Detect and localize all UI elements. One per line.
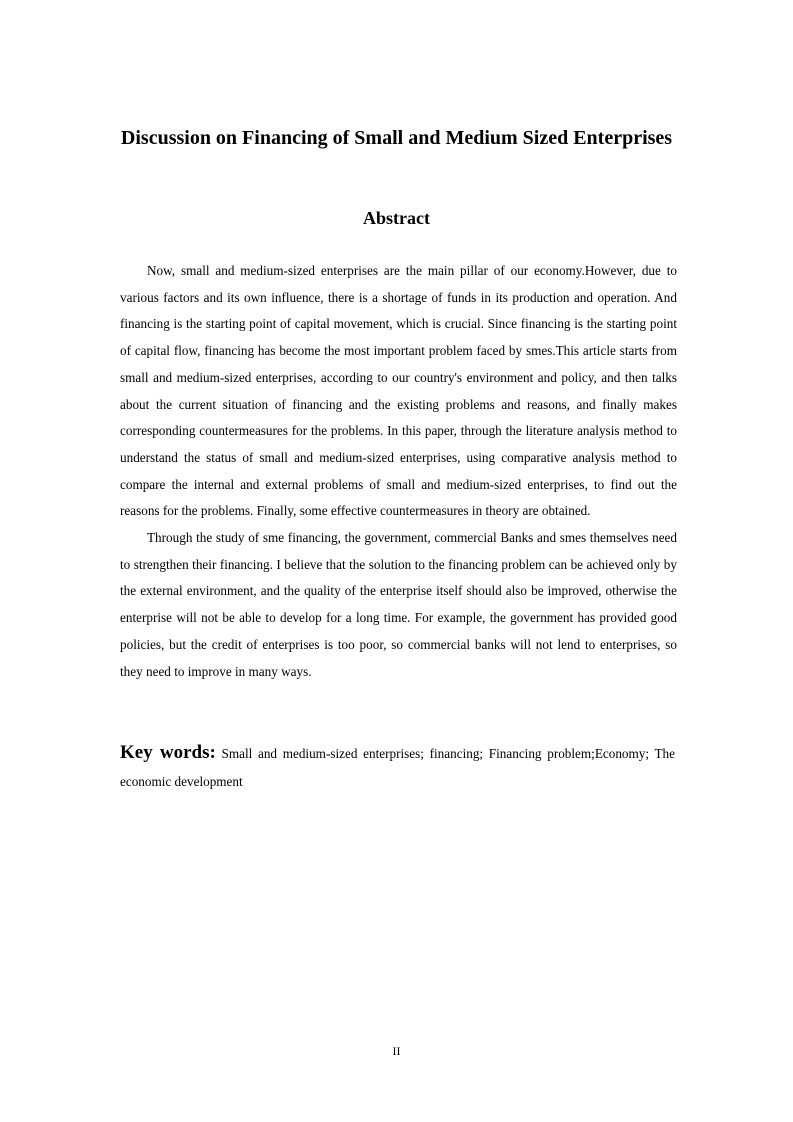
abstract-paragraph: Now, small and medium-sized enterprises are the main pillar of our economy.However, due to various factors and its own influence, there is a shortage of funds in its production and operation. And financing is the starting point of capital movement, which is crucial. Since financing is the starting point of capital flow, financing has become the most important problem faced by smes.This article starts from small and medium-sized enterprises, according to our country's environment and policy, and then talks about the current situation of financing and the existing problems and reasons, and finally makes corresponding countermeasures for the problems. In this paper, through the literature analysis method to understand the status of small and medium-sized enterprises, using comparative analysis method to compare the internal and external problems of small and medium-sized enterprises, to find out the reasons for the problems. Finally, some effective countermeasures in theory are obtained. xyxy=(120,263,677,519)
abstract-heading: Abstract xyxy=(363,208,430,228)
keywords-label: Key words: xyxy=(120,742,216,763)
abstract-paragraph: Through the study of sme financing, the government, commercial Banks and smes themselves need to strengthen their financing. I believe that the solution to the financing problem can be achieved only by the external environment, and the quality of the enterprise itself should also be improved, otherwise the enterprise will not be able to develop for a long time. For example, the government has provided good policies, but the credit of enterprises is too poor, so commercial banks will not lend to enterprises, so they need to improve in many ways. xyxy=(120,530,677,679)
page-number: II xyxy=(392,1044,401,1058)
keywords-text: Small and medium-sized enterprises; financing; Financing problem;Economy; The economic development xyxy=(120,746,675,789)
paper-title: Discussion on Financing of Small and Medium Sized Enterprises xyxy=(120,127,673,149)
abstract-body xyxy=(120,258,677,685)
keywords-section xyxy=(120,739,675,796)
